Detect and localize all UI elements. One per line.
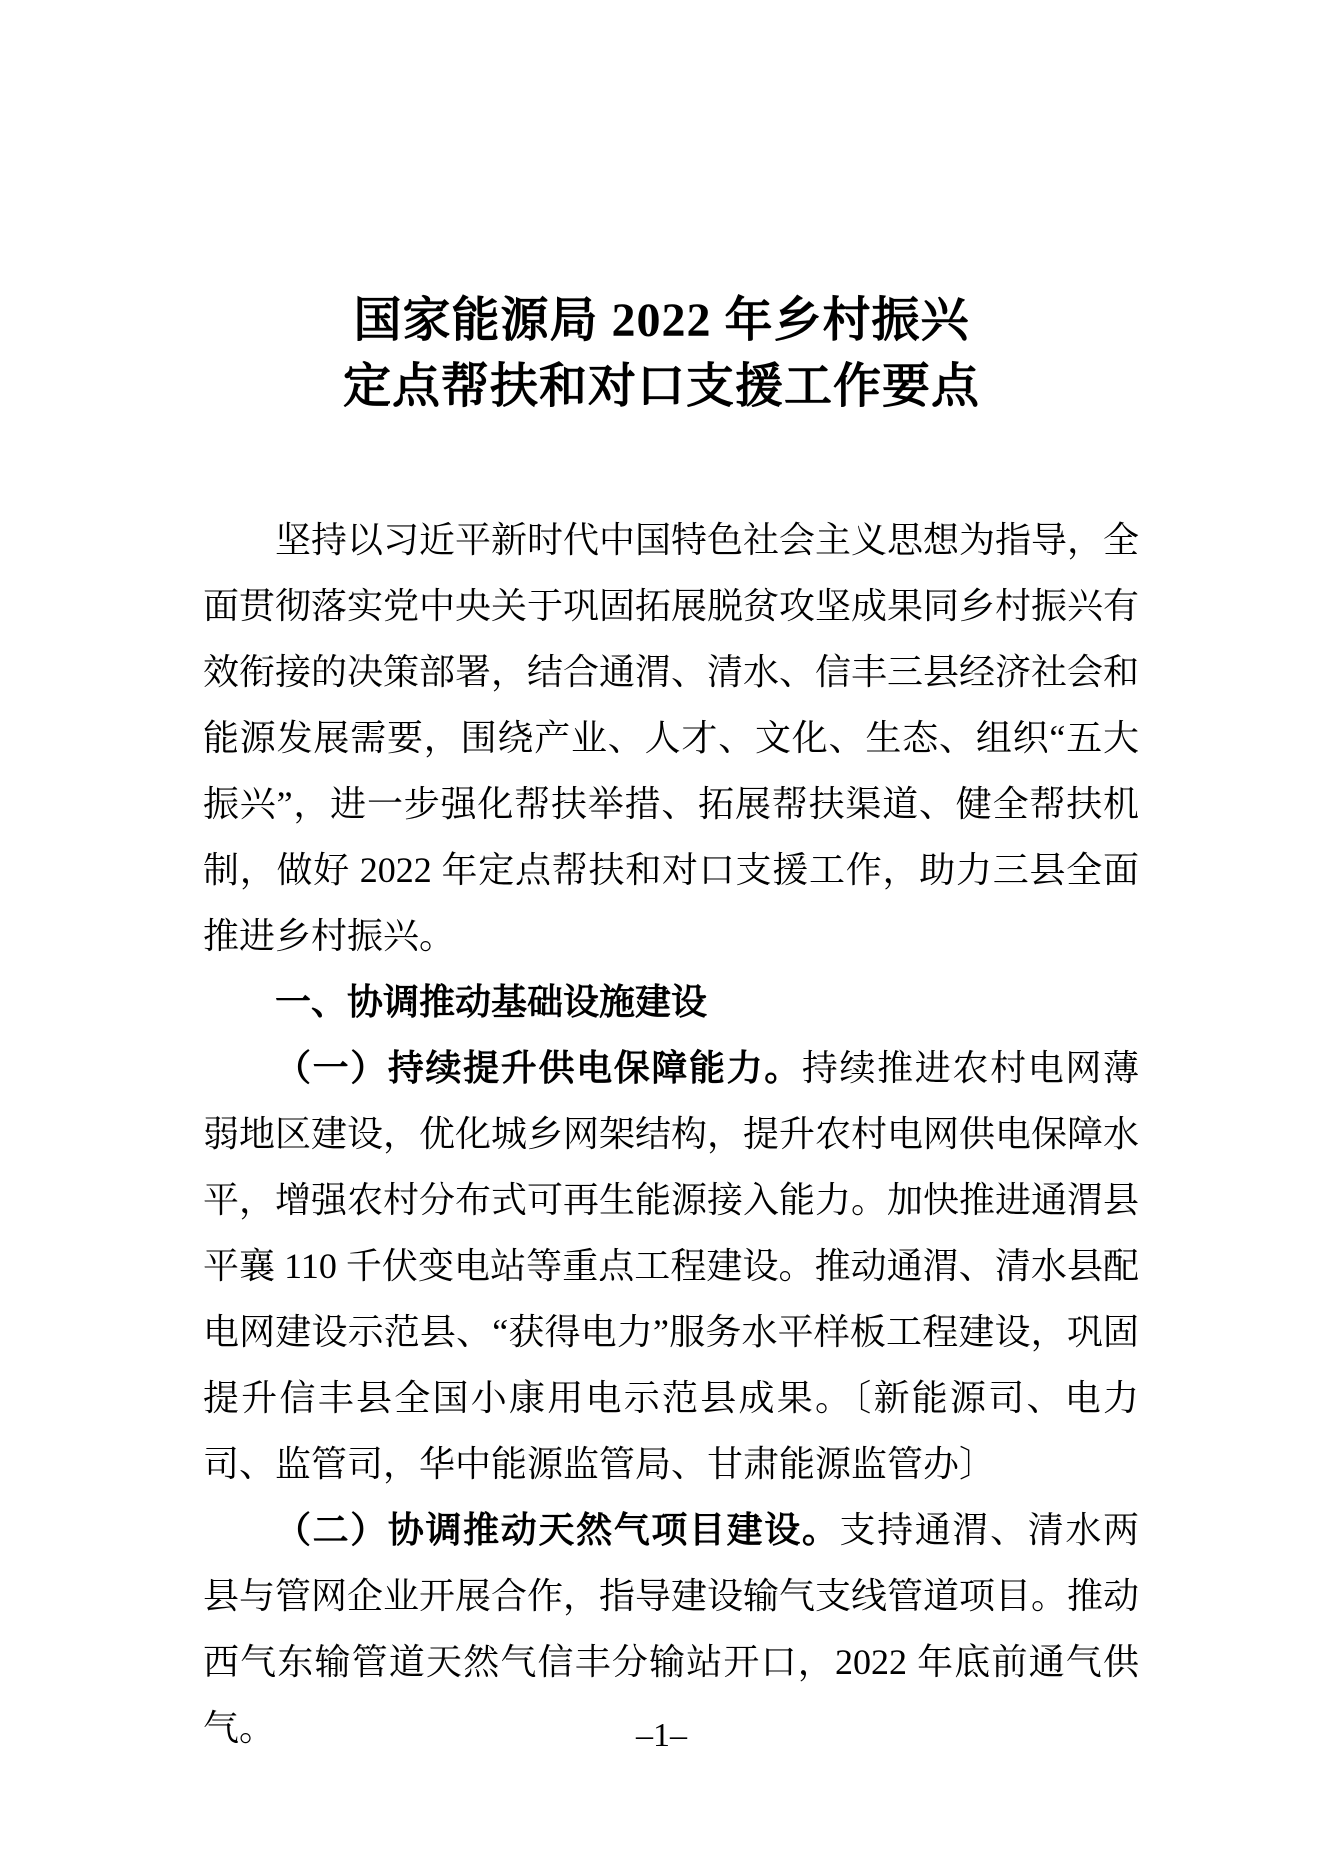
paragraph-power-supply <box>203 1035 1139 1497</box>
document-title-line-1: 国家能源局 2022 年乡村振兴 <box>353 294 970 347</box>
paragraph-intro: 坚持以习近平新时代中国特色社会主义思想为指导，全面贯彻落实党中央关于巩固拓展脱贫攻坚成果同乡村振兴有效衔接的决策部署，结合通渭、清水、信丰三县经济社会和能源发展需要，围绕产业、人才、文化、生态、组织“五大振兴”，进一步强化帮扶举措、拓展帮扶渠道、健全帮扶机制，做好 2022 年定点帮扶和对口支援工作，助力三县全面推进乡村振兴。 <box>203 520 1140 956</box>
document-body <box>203 507 1139 1761</box>
paragraph-natural-gas-text: 支持通渭、清水两县与管网企业开展合作，指导建设输气支线管道项目。推动西气东输管道天然气信丰分输站开口，2022 年底前通气供气。 <box>203 1510 1140 1748</box>
page-number: –1– <box>636 1717 687 1754</box>
document-title <box>0 288 1323 420</box>
section-heading-infrastructure: 一、协调推动基础设施建设 <box>275 981 708 1022</box>
paragraph-power-supply-lead: （一）持续提升供电保障能力。 <box>275 1048 802 1088</box>
paragraph-natural-gas-lead: （二）协调推动天然气项目建设。 <box>275 1510 840 1550</box>
paragraph-power-supply-text: 持续推进农村电网薄弱地区建设，优化城乡网架结构，提升农村电网供电保障水平，增强农村分布式可再生能源接入能力。加快推进通渭县平襄 110 千伏变电站等重点工程建设。推动通渭、清水县配电网建设示范县、“获得电力”服务水平样板工程建设，巩固提升信丰县全国小康用电示范县成果。〔新能源司、电力司、监管司，华中能源监管局、甘肃能源监管办〕 <box>203 1048 1140 1484</box>
document-title-line-2: 定点帮扶和对口支援工作要点 <box>342 360 980 413</box>
